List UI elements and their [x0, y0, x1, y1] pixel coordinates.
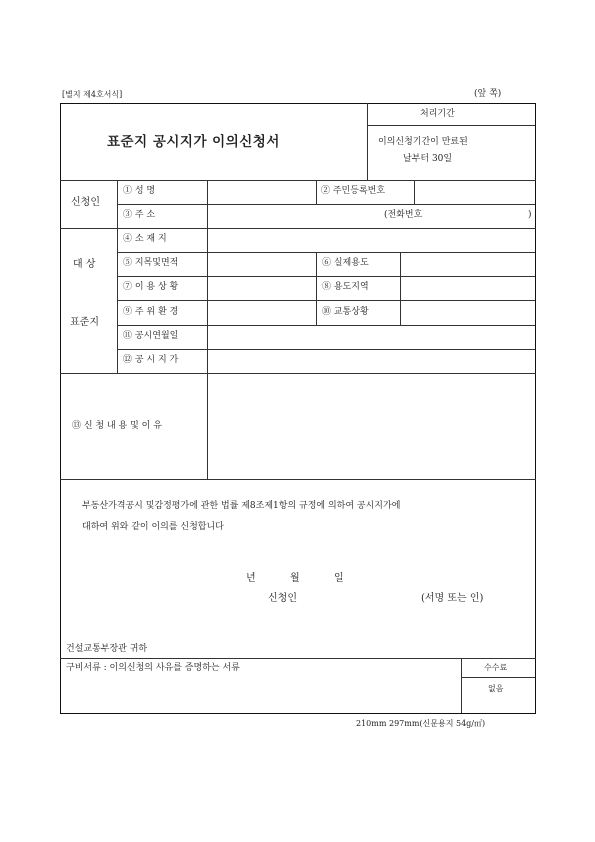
- land-area-field[interactable]: [209, 254, 314, 275]
- usage-status-label: ⑦ 이 용 상 황: [123, 282, 179, 292]
- resident-id-field[interactable]: [416, 182, 533, 203]
- actual-use-field[interactable]: [402, 254, 533, 275]
- applicant-group-label: 신청인: [71, 197, 100, 208]
- processing-period-line2: 날부터 30일: [403, 154, 453, 164]
- land-area-label: ⑤ 지목및면적: [123, 258, 179, 268]
- actual-use-label: ⑥ 실제용도: [322, 258, 369, 268]
- phone-close-paren: ): [528, 210, 532, 220]
- side-label: (앞 쪽): [474, 89, 502, 99]
- location-field[interactable]: [209, 230, 533, 251]
- paper-spec: 210mm 297mm(신문용지 54g/㎡): [356, 719, 486, 728]
- signer-label: 신청인: [268, 593, 297, 604]
- zoning-label: ⑧ 용도지역: [322, 282, 369, 292]
- statement-line2: 대하여 위와 같이 이의를 신청합니다: [82, 522, 224, 532]
- signature-field[interactable]: [310, 590, 415, 608]
- announced-price-field[interactable]: [209, 351, 533, 372]
- traffic-label: ⑩ 교통상황: [322, 307, 369, 317]
- name-label: ① 성 명: [123, 186, 156, 196]
- name-field[interactable]: [209, 182, 314, 203]
- traffic-field[interactable]: [402, 302, 533, 323]
- phone-label: (전화번호: [384, 210, 423, 220]
- announced-price-label: ⑫ 공 시 지 가: [123, 355, 179, 365]
- signature-note: (서명 또는 인): [421, 593, 484, 604]
- processing-period-line1: 이의신청기간이 만료된: [378, 137, 468, 147]
- resident-id-label: ② 주민등록번호: [321, 186, 386, 196]
- required-documents: 구비서류 : 이의신청의 사유를 증명하는 서류: [66, 663, 240, 673]
- statement-line1: 부동산가격공시 및감정평가에 관한 법률 제8조제1항의 규정에 의하여 공시지가에: [82, 501, 401, 511]
- zoning-field[interactable]: [402, 278, 533, 299]
- form-number: [별지 제4호서식]: [62, 90, 123, 99]
- announce-date-label: ⑪ 공시연월일: [123, 331, 179, 341]
- address-field[interactable]: [209, 206, 533, 227]
- target-group-label-bottom: 표준지: [70, 317, 99, 328]
- page-title: 표준지 공시지가 이의신청서: [107, 134, 280, 150]
- date-month-label: 월: [290, 573, 300, 584]
- addressee: 건설교통부장관 귀하: [66, 644, 148, 654]
- surroundings-label: ⑨ 주 위 환 경: [123, 307, 179, 317]
- request-reason-field[interactable]: [209, 375, 533, 477]
- surroundings-field[interactable]: [209, 302, 314, 323]
- request-reason-label: ⑬ 신 청 내 용 및 이 유: [72, 421, 162, 431]
- usage-status-field[interactable]: [209, 278, 314, 299]
- fee-value: 없음: [488, 684, 504, 693]
- date-year-label: 년: [246, 573, 256, 584]
- processing-label: 처리기간: [420, 109, 455, 119]
- announce-date-field[interactable]: [209, 327, 533, 348]
- fee-label: 수수료: [484, 663, 508, 672]
- location-label: ④ 소 재 지: [123, 234, 167, 244]
- target-group-label-top: 대 상: [73, 259, 96, 270]
- date-day-label: 일: [334, 573, 344, 584]
- address-label: ③ 주 소: [123, 210, 156, 220]
